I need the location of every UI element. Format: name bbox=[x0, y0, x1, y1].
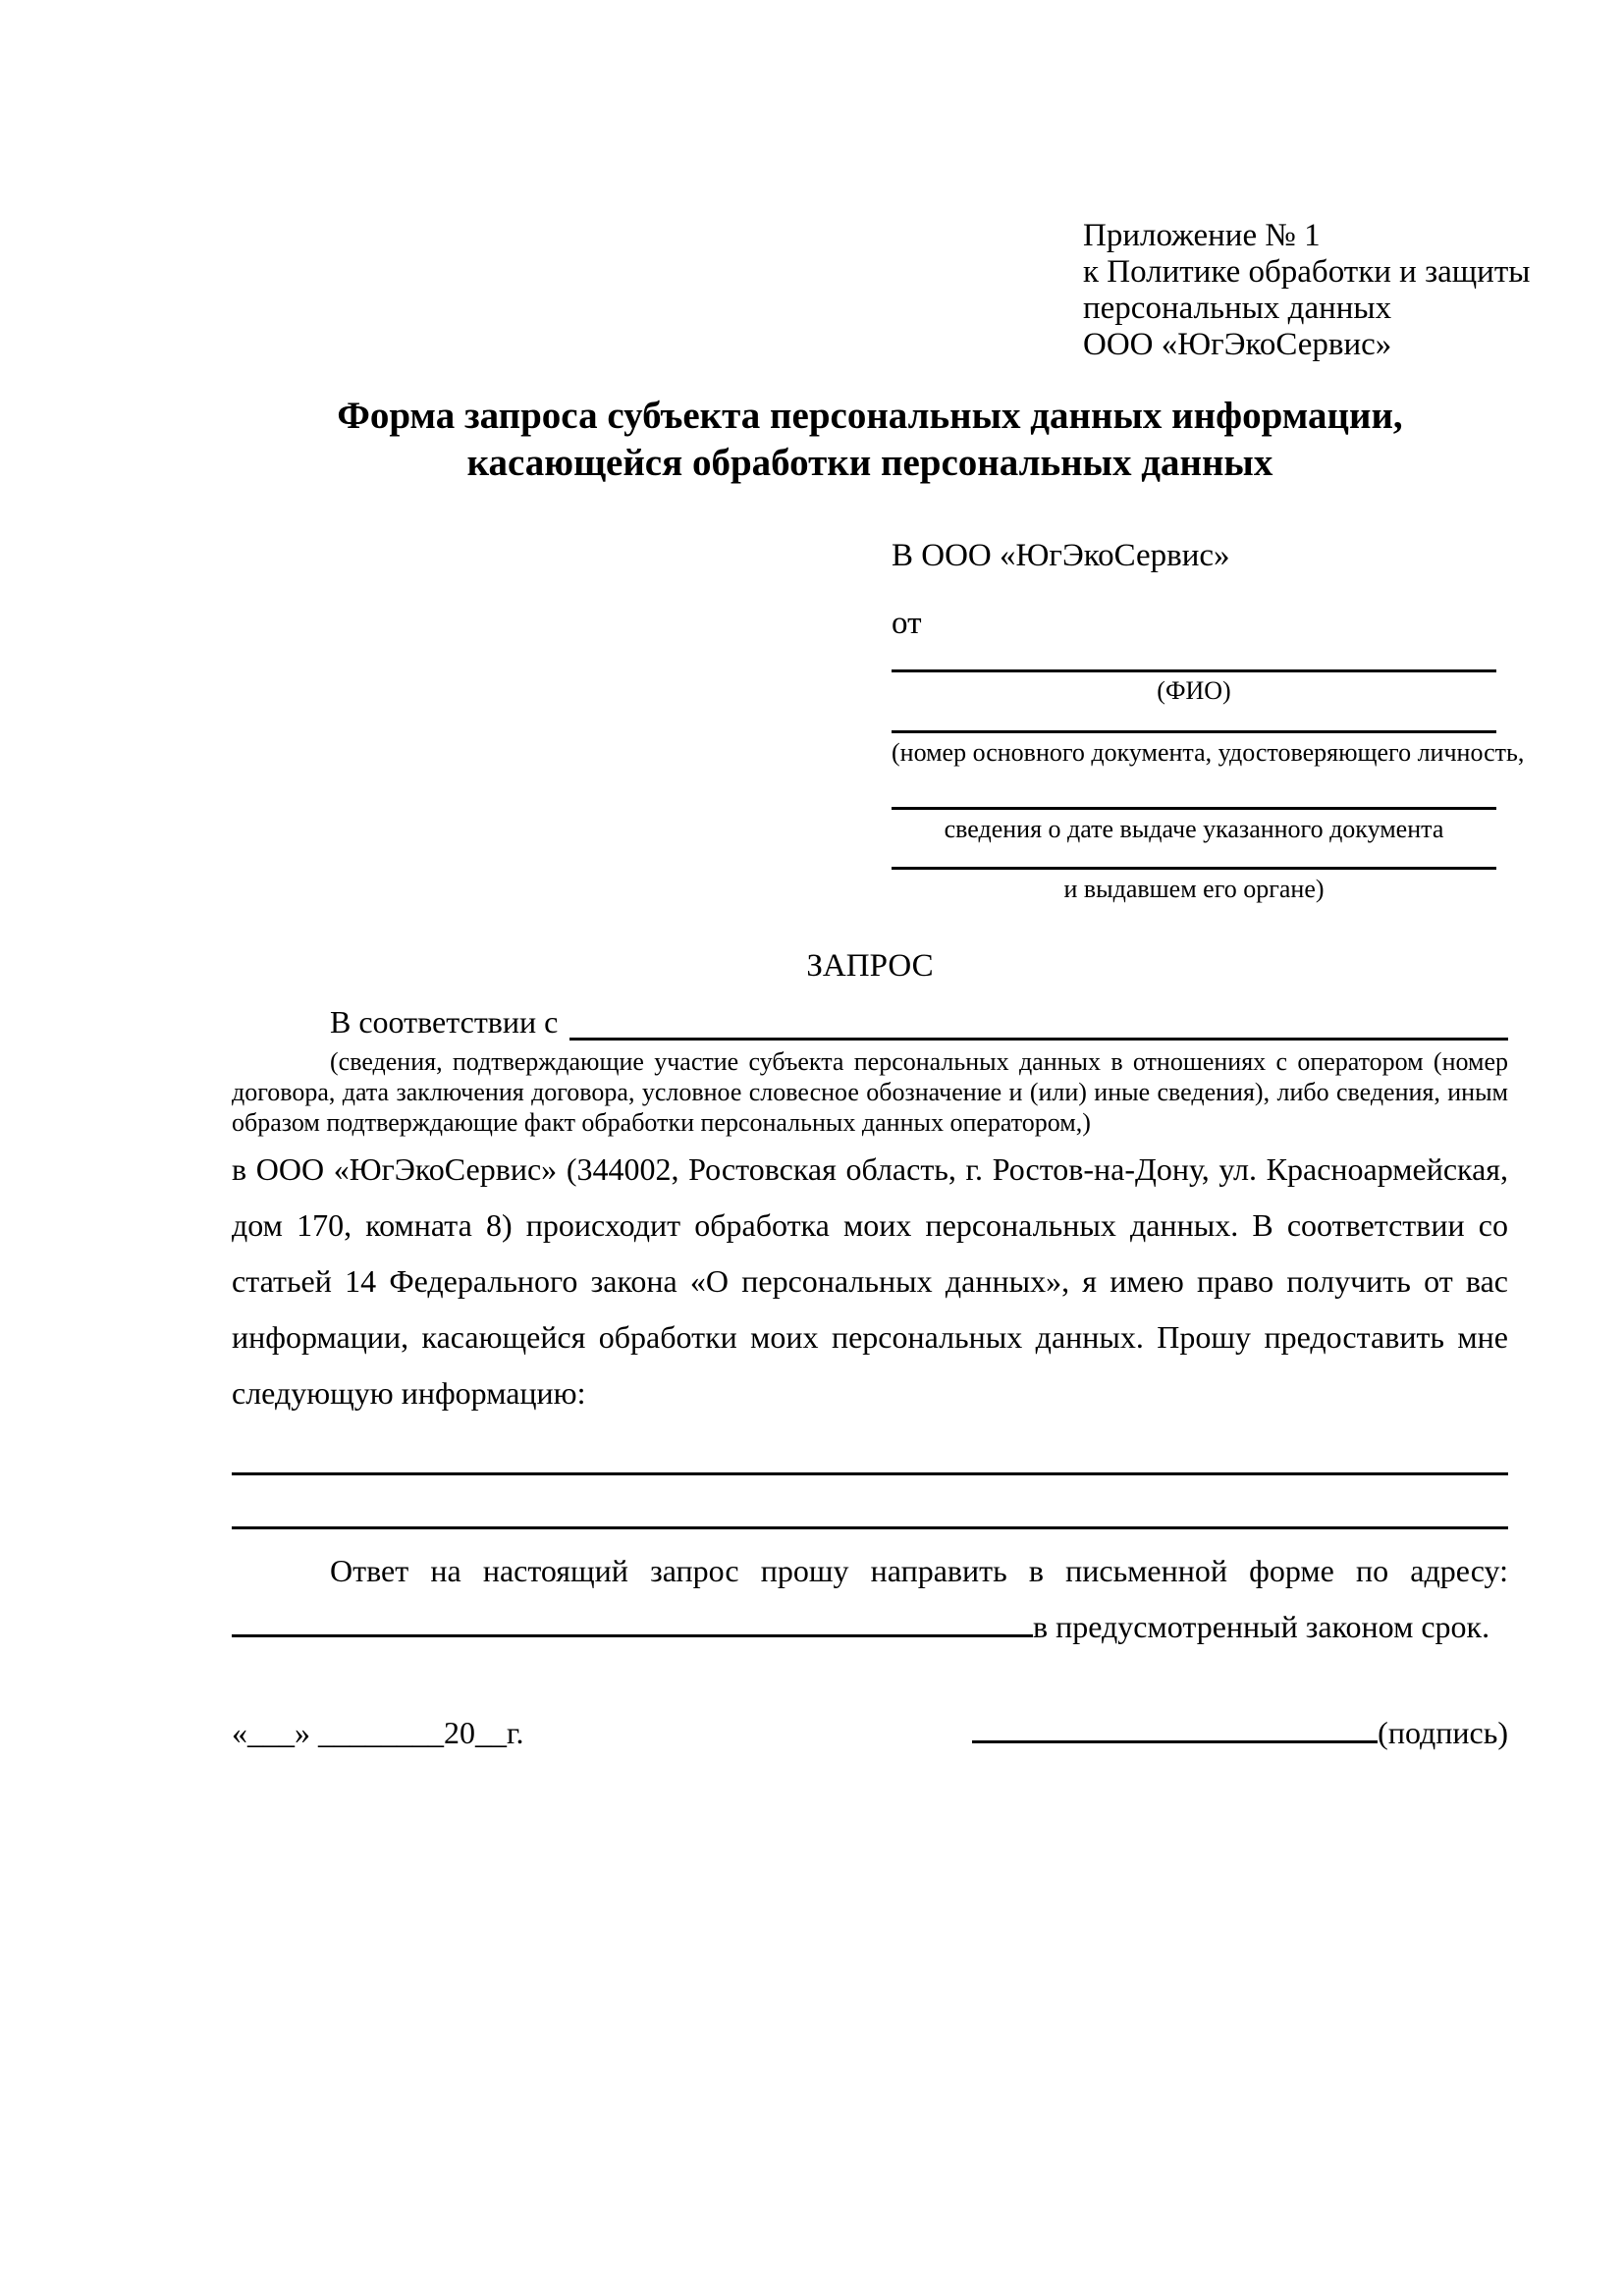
request-heading: ЗАПРОС bbox=[806, 948, 934, 984]
doc-issuer-field-caption: и выдавшем его органе) bbox=[1063, 875, 1325, 903]
fine-print-caption: (сведения, подтверждающие участие субъекта персональных данных в отношениях с оператором (номер договора, дата заключения договора, условное словесное обозначение и (или) иные сведения), либо сведения, иным образом подтверждающие факт обработки персональных данных оператором,) bbox=[232, 1047, 1508, 1137]
fio-field-caption: (ФИО) bbox=[1157, 676, 1231, 705]
appendix-line-1: Приложение № 1 bbox=[1083, 218, 1321, 253]
doc-issue-date-field-caption: сведения о дате выдаче указанного документа bbox=[944, 815, 1444, 843]
reply-line-2 bbox=[232, 1599, 1508, 1655]
doc-number-field-caption: (номер основного документа, удостоверяющего личность, bbox=[892, 738, 1525, 767]
appendix-block bbox=[1083, 218, 1530, 363]
answer-blank-line-1[interactable] bbox=[232, 1472, 1508, 1475]
document-title-line-1: Форма запроса субъекта персональных данных информации, bbox=[337, 395, 1403, 437]
doc-number-field-line[interactable] bbox=[892, 730, 1496, 733]
from-label: от bbox=[892, 606, 922, 641]
reply-line-1: Ответ на настоящий запрос прошу направить в письменной форме по адресу: bbox=[330, 1553, 1508, 1588]
accordance-label: В соответствии с bbox=[330, 1004, 559, 1040]
request-body-paragraph: в ООО «ЮгЭкоСервис» (344002, Ростовская область, г. Ростов-на-Дону, ул. Красноармейская, дом 170, комната 8) происходит обработка моих персональных данных. В соответствии со статьей 14 Федерального закона «О персональных данных», я имею право получить от вас информации, касающейся обработки моих персональных данных. Прошу предоставить мне следующую информацию: bbox=[232, 1151, 1508, 1411]
signature-blank-line[interactable] bbox=[972, 1740, 1378, 1743]
date-signature-row bbox=[232, 1713, 1508, 1752]
accordance-row bbox=[232, 1001, 1508, 1041]
doc-issue-date-field-line[interactable] bbox=[892, 807, 1496, 810]
fio-field-line[interactable] bbox=[892, 669, 1496, 672]
document-title-line-2: касающейся обработки персональных данных bbox=[466, 442, 1273, 484]
signature-group bbox=[972, 1713, 1508, 1752]
appendix-line-4: ООО «ЮгЭкоСервис» bbox=[1083, 327, 1392, 362]
answer-blank-line-2[interactable] bbox=[232, 1526, 1508, 1529]
doc-issuer-field-line[interactable] bbox=[892, 867, 1496, 870]
reply-address-blank-line[interactable] bbox=[232, 1634, 1033, 1637]
date-blank[interactable]: «___» ________20__г. bbox=[232, 1715, 524, 1750]
appendix-line-3: персональных данных bbox=[1083, 291, 1392, 326]
accordance-blank-line[interactable] bbox=[569, 998, 1508, 1041]
reply-paragraph bbox=[232, 1543, 1508, 1655]
reply-line-2-suffix: в предусмотренный законом срок. bbox=[1033, 1609, 1490, 1644]
addressee-organization: В ООО «ЮгЭкоСервис» bbox=[892, 538, 1230, 573]
appendix-line-2: к Политике обработки и защиты bbox=[1083, 254, 1531, 290]
document-title bbox=[232, 393, 1508, 487]
signature-caption: (подпись) bbox=[1378, 1715, 1508, 1750]
